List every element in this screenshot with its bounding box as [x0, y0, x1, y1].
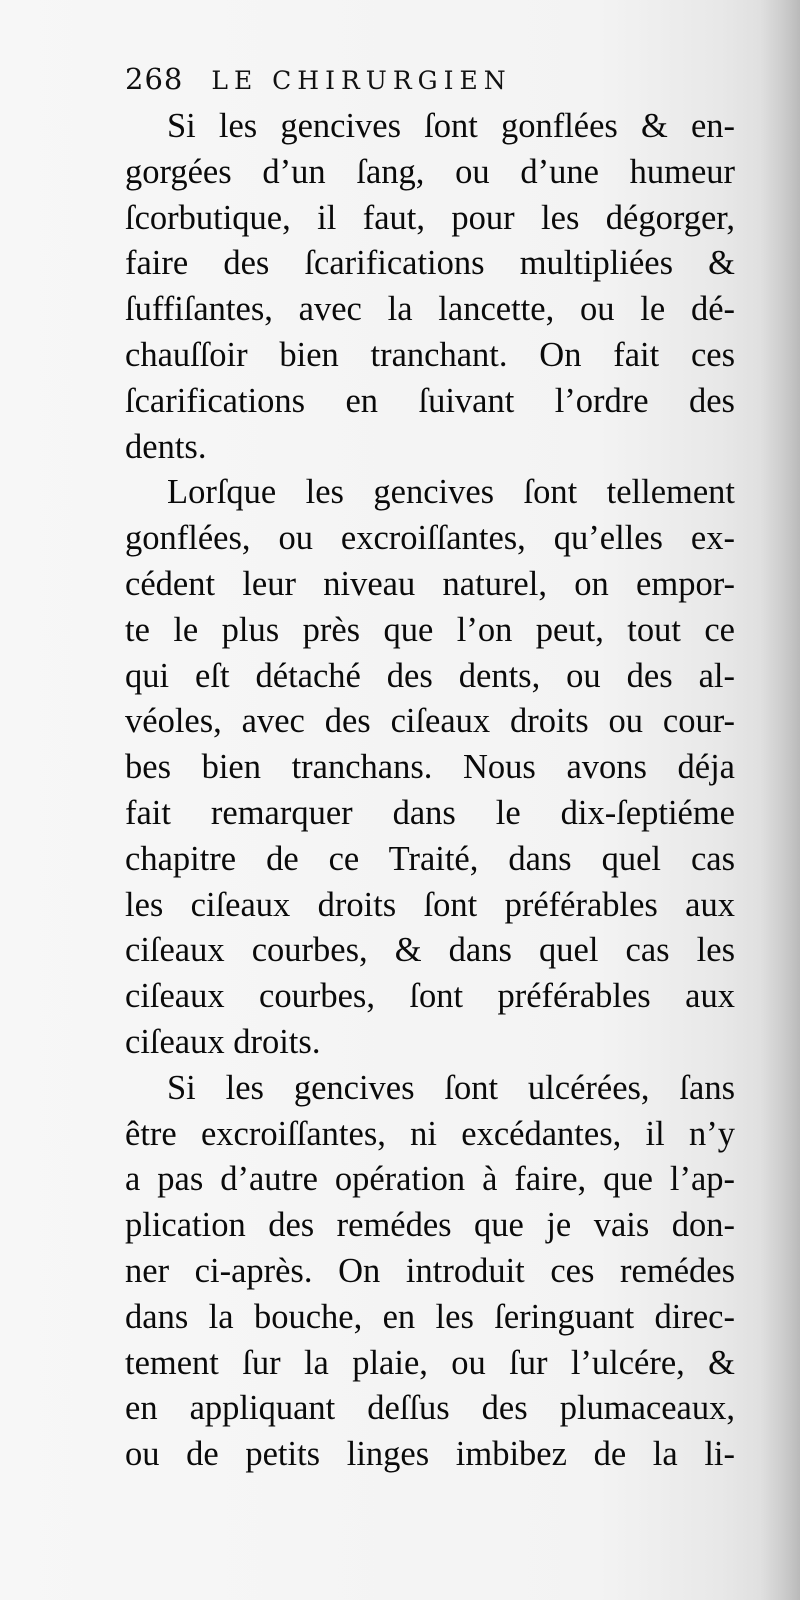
- text-line: cédent leur niveau naturel, on empor-: [125, 564, 735, 603]
- text-line: plication des remédes que je vais don-: [125, 1206, 735, 1245]
- text-line: qui eſt détaché des dents, ou des al-: [125, 656, 735, 695]
- text-line: tement ſur la plaie, ou ſur l’ulcére, &: [125, 1343, 735, 1382]
- text-line: te le plus près que l’on peut, tout ce: [125, 610, 735, 649]
- text-line: en appliquant deſſus des plumaceaux,: [125, 1389, 735, 1428]
- text-line: ſcorbutique, il faut, pour les dégorger,: [125, 198, 735, 237]
- text-line: Si les gencives ſont gonflées & en-: [167, 107, 735, 145]
- running-title: LE CHIRURGIEN: [211, 66, 512, 95]
- body-text: [125, 104, 735, 1478]
- text-line: ſcarifications en ſuivant l’ordre des: [125, 381, 735, 420]
- text-line: ou de petits linges imbibez de la li-: [125, 1435, 735, 1474]
- text-line: gonflées, ou excroiſſantes, qu’elles ex-: [125, 519, 735, 558]
- page-gutter-shadow: [760, 0, 800, 1600]
- text-line: faire des ſcarifications multipliées &: [125, 244, 735, 283]
- text-line: être excroiſſantes, ni excédantes, il n’y: [125, 1114, 735, 1153]
- text-line: dents.: [125, 427, 207, 466]
- text-line: bes bien tranchans. Nous avons déja: [125, 748, 735, 787]
- text-line: fait remarquer dans le dix-ſeptiéme: [125, 793, 735, 832]
- text-line: chapitre de ce Traité, dans quel cas: [125, 839, 735, 878]
- text-line: Lorſque les gencives ſont tellement: [167, 473, 735, 512]
- text-line: Si les gencives ſont ulcérées, ſans: [167, 1068, 735, 1107]
- text-line: les ciſeaux droits ſont préférables aux: [125, 885, 735, 924]
- page-number: 268: [125, 62, 184, 96]
- text-line: ciſeaux courbes, ſont préférables aux: [125, 977, 735, 1016]
- text-line: chauſſoir bien tranchant. On fait ces: [125, 335, 735, 374]
- text-line: gorgées d’un ſang, ou d’une humeur: [125, 152, 735, 191]
- page-header: [125, 62, 512, 102]
- text-line: ner ci-après. On introduit ces remédes: [125, 1251, 735, 1290]
- text-line: véoles, avec des ciſeaux droits ou cour-: [125, 702, 735, 741]
- text-line: dans la bouche, en les ſeringuant direc-: [125, 1297, 735, 1336]
- text-line: ciſeaux droits.: [125, 1022, 321, 1061]
- text-line: ſuffiſantes, avec la lancette, ou le dé-: [125, 290, 735, 329]
- text-line: a pas d’autre opération à faire, que l’ap-: [125, 1160, 735, 1199]
- text-line: ciſeaux courbes, & dans quel cas les: [125, 931, 735, 970]
